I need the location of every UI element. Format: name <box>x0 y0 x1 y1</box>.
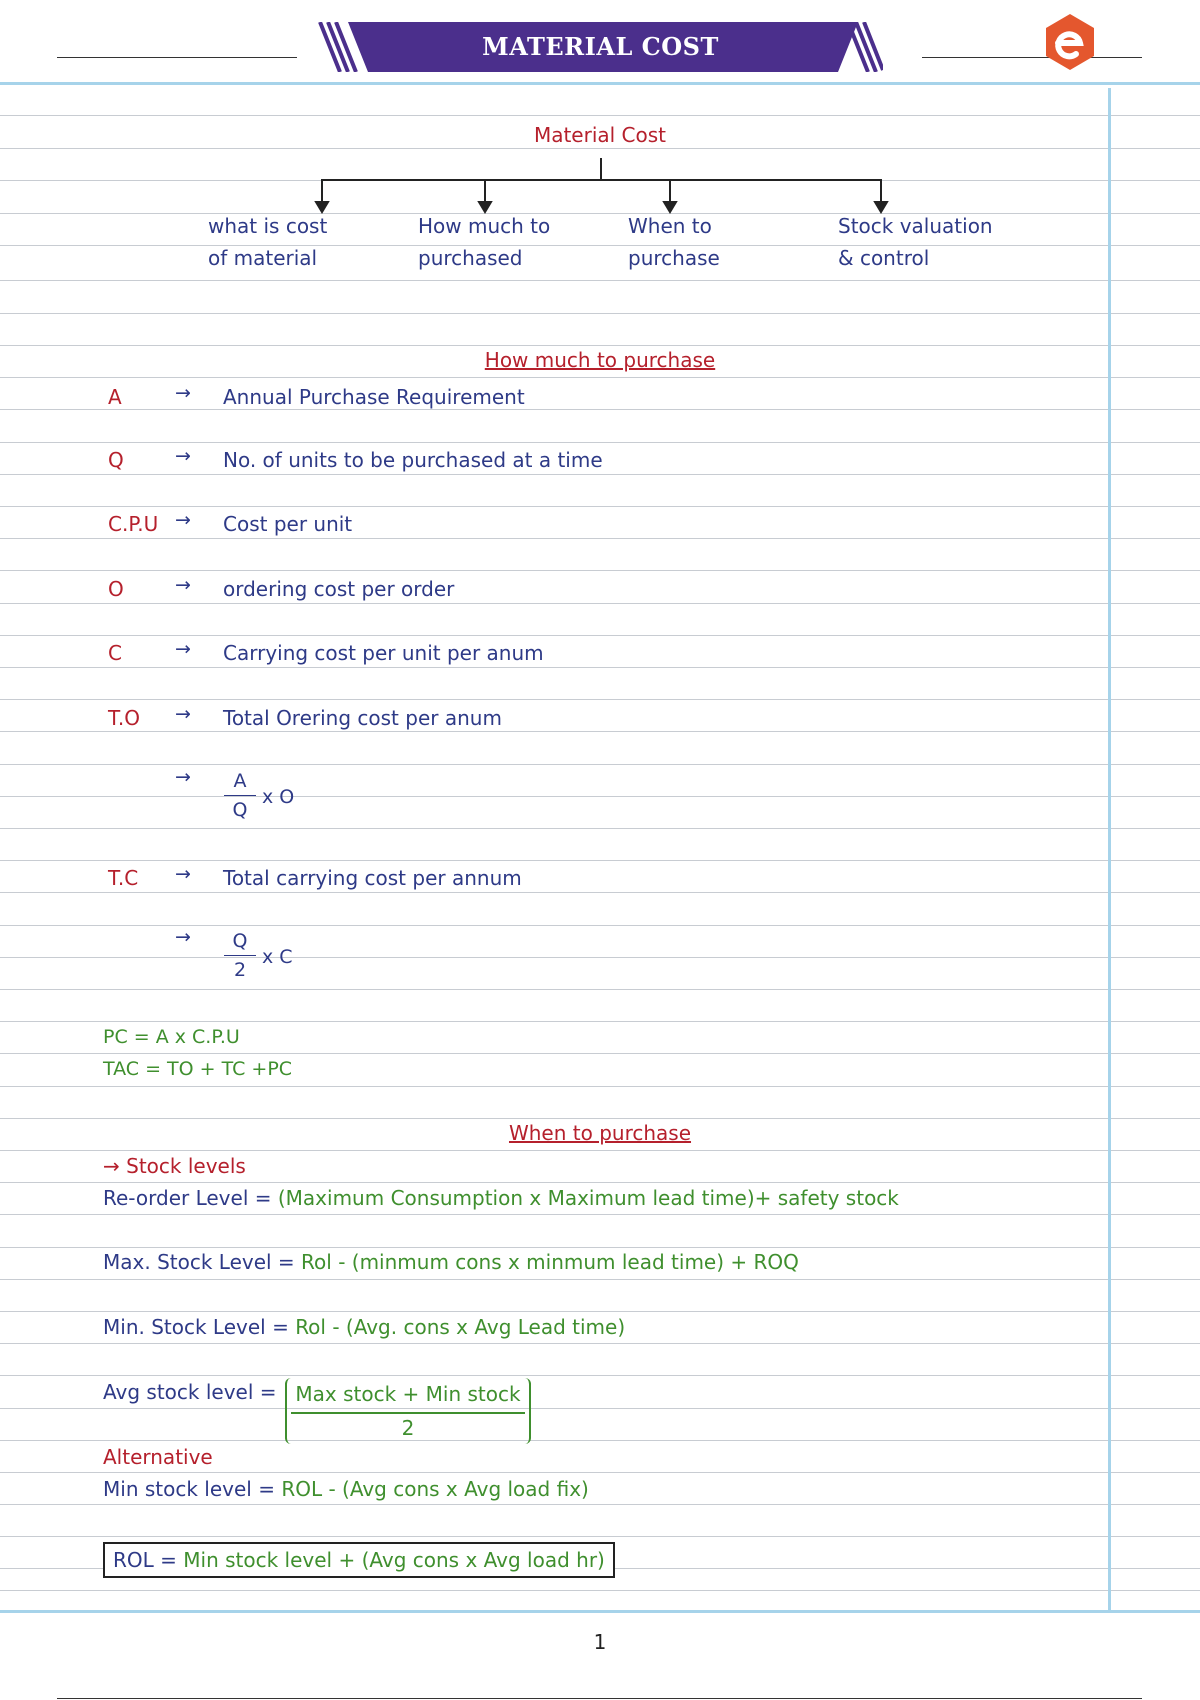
rol-boxed-formula <box>103 1542 615 1578</box>
arrow-icon: → <box>175 863 191 885</box>
formula-label: Min stock level = <box>103 1477 275 1501</box>
branch-line2: purchased <box>418 246 523 270</box>
definition-term: T.O <box>108 706 140 730</box>
alternative-heading: Alternative <box>103 1445 213 1469</box>
definition-desc: Cost per unit <box>223 512 353 536</box>
title-banner <box>318 22 883 72</box>
fraction-numerator: A <box>233 770 247 792</box>
avg-stock-label: Avg stock level = <box>103 1380 277 1404</box>
definition-desc: Annual Purchase Requirement <box>223 385 525 409</box>
fraction-numerator: Max stock + Min stock <box>295 1382 521 1406</box>
definition-term: A <box>108 385 122 409</box>
logo-icon <box>1040 12 1100 72</box>
tree-root: Material Cost <box>533 123 667 147</box>
formula-body: Min stock level + (Avg cons x Avg load hr) <box>183 1548 605 1572</box>
arrow-icon: → <box>175 638 191 660</box>
header-rule-right <box>922 57 1142 58</box>
page-title: MATERIAL COST <box>482 32 719 61</box>
section-heading-how-much: How much to purchase <box>484 348 716 372</box>
section-heading-when: When to purchase <box>508 1121 692 1145</box>
formula-body: ROL - (Avg cons x Avg load fix) <box>281 1477 589 1501</box>
branch-line1: When to <box>628 214 712 238</box>
definition-term: C.P.U <box>108 512 159 536</box>
arrow-icon: → <box>175 574 191 596</box>
header-band <box>0 82 1200 85</box>
formula-multiplier: x C <box>262 946 293 968</box>
formula-body: Rol - (Avg. cons x Avg Lead time) <box>295 1315 626 1339</box>
arrow-icon: → <box>175 926 191 948</box>
formula-label: ROL = <box>113 1548 177 1572</box>
arrow-icon: → <box>175 509 191 531</box>
arrow-icon: → <box>175 445 191 467</box>
tc-fraction <box>224 930 256 981</box>
margin-line <box>1108 88 1111 1613</box>
definition-term: O <box>108 577 124 601</box>
formula-body: (Maximum Consumption x Maximum lead time)+ safety stock <box>277 1186 899 1210</box>
min-stock-level-row <box>103 1315 625 1339</box>
branch-line2: of material <box>208 246 318 270</box>
definition-term: Q <box>108 448 124 472</box>
branch-line1: Stock valuation <box>838 214 993 238</box>
reorder-level-row <box>103 1186 899 1210</box>
definition-desc: No. of units to be purchased at a time <box>223 448 603 472</box>
definition-desc: ordering cost per order <box>223 577 455 601</box>
formula-label: Max. Stock Level = <box>103 1250 295 1274</box>
arrow-icon: → <box>175 382 191 404</box>
branch-line1: what is cost <box>208 214 328 238</box>
arrow-icon: → <box>175 703 191 725</box>
footer-rule <box>57 1698 1142 1699</box>
definition-desc: Carrying cost per unit per anum <box>223 641 544 665</box>
fraction-numerator: Q <box>232 930 248 952</box>
arrow-icon: → <box>103 1154 120 1178</box>
branch-line1: How much to <box>418 214 551 238</box>
definition-desc: Total carrying cost per annum <box>223 866 522 890</box>
branch-line2: & control <box>838 246 930 270</box>
definition-desc: Total Orering cost per anum <box>223 706 502 730</box>
stock-levels-heading <box>103 1154 246 1178</box>
definition-term: T.C <box>108 866 139 890</box>
fraction-denominator: Q <box>232 799 248 821</box>
tree-connectors <box>0 156 1200 226</box>
footer-band <box>0 1610 1200 1613</box>
arrow-icon: → <box>175 766 191 788</box>
definition-term: C <box>108 641 122 665</box>
formula-label: Min. Stock Level = <box>103 1315 289 1339</box>
avg-stock-bracket <box>285 1378 531 1444</box>
stock-levels-label: Stock levels <box>126 1154 246 1178</box>
alt-min-stock-row <box>103 1477 589 1501</box>
header-rule-left <box>57 57 297 58</box>
pc-formula: PC = A x C.P.U <box>103 1026 240 1048</box>
fraction-denominator: 2 <box>233 959 247 981</box>
to-fraction <box>224 770 256 821</box>
formula-label: Re-order Level = <box>103 1186 272 1210</box>
fraction-denominator: 2 <box>401 1416 415 1440</box>
tac-formula: TAC = TO + TC +PC <box>103 1058 293 1080</box>
page-number: 1 <box>593 1630 607 1654</box>
branch-line2: purchase <box>628 246 720 270</box>
max-stock-level-row <box>103 1250 799 1274</box>
formula-body: Rol - (minmum cons x minmum lead time) + ROQ <box>301 1250 799 1274</box>
formula-multiplier: x O <box>262 786 295 808</box>
